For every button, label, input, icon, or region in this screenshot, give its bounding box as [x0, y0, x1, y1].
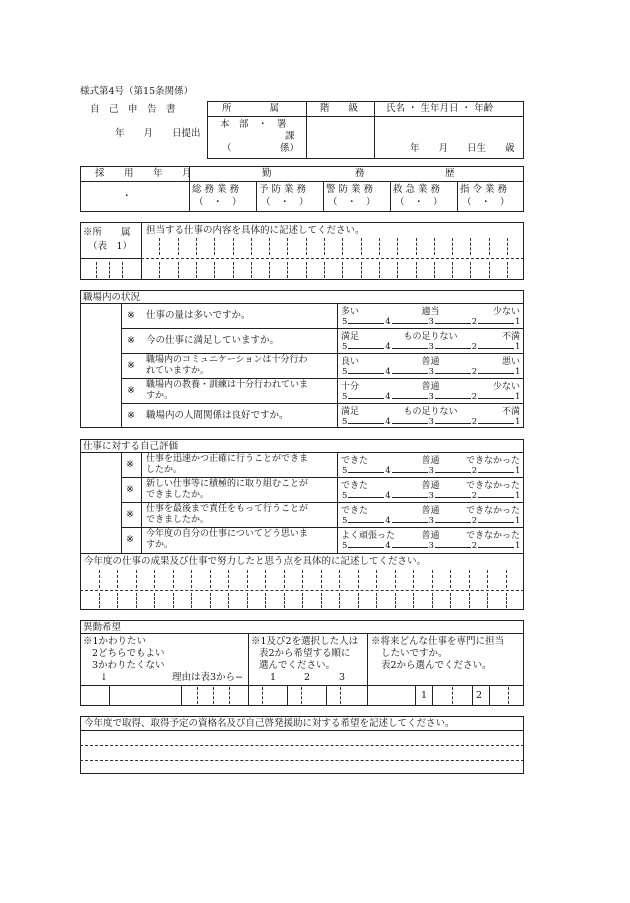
grid-divider: [395, 593, 396, 608]
affiliation-header: 所 属: [222, 103, 280, 114]
self-eval-q1-line1: 仕事を迅速かつ正確に行うことができま: [146, 454, 309, 464]
history-title-1: 勤: [262, 168, 272, 179]
grid-divider: [306, 262, 307, 278]
scale-label: 適当: [421, 307, 440, 317]
scale-option-4[interactable]: 4: [385, 317, 391, 327]
hq-dept-label: 本 部 ・ 署: [220, 119, 287, 130]
category-general: 総 務 業 務: [192, 184, 240, 195]
rating-scale[interactable]: [339, 503, 522, 529]
grid-divider: [265, 593, 266, 608]
workplace-q2: 今の仕事に満足していますか。: [146, 335, 280, 346]
grid-divider: [506, 570, 507, 588]
duties-instruction: 担当する仕事の内容を具体的に記述してください。: [146, 225, 365, 236]
category-sub: （ ・ ）: [395, 197, 443, 208]
scale-option-4[interactable]: 4: [385, 392, 391, 402]
category-prevention: 予 防 業 務: [259, 184, 307, 195]
grid-divider: [251, 238, 252, 255]
workplace-title: 職場内の状況: [83, 292, 141, 303]
grid-divider: [361, 262, 362, 278]
grid-divider: [487, 570, 488, 588]
grid-divider: [306, 238, 307, 255]
grid-divider: [452, 238, 453, 255]
self-eval-q4-line1: 今年度の自分の仕事についてどう思いま: [146, 529, 308, 539]
scale-label: できなかった: [465, 506, 520, 516]
transfer-option-3: 3かわりたくない: [92, 660, 165, 671]
grid-divider: [506, 593, 507, 608]
grid-divider: [469, 593, 470, 608]
scale-label: よく頑張った: [341, 531, 396, 541]
achievement-instruction: 今年度の仕事の成果及び仕事で努力したと思う点を具体的に記述してください。: [84, 556, 427, 567]
workplace-mark: ※: [127, 310, 135, 321]
transfer-choice-2: 2: [304, 672, 311, 683]
history-title-3: 歴: [445, 168, 455, 179]
scale-option-3[interactable]: 3: [428, 392, 434, 402]
category-sub: （ ・ ）: [462, 197, 510, 208]
form-number: 様式第4号（第15条関係）: [80, 86, 194, 97]
scale-option-2[interactable]: 2: [471, 342, 478, 352]
rating-scale[interactable]: [339, 453, 522, 479]
scale-label: 普通: [421, 506, 440, 516]
grid-divider: [265, 570, 266, 588]
scale-label: 普通: [421, 531, 440, 541]
grid-divider: [117, 570, 118, 588]
grid-divider: [214, 262, 215, 278]
hire-date-dot: ・: [122, 191, 132, 202]
transfer-reason: 理由は表3から−: [172, 672, 244, 683]
self-eval-q3-line2: できましたか。: [146, 515, 210, 525]
rating-scale[interactable]: [339, 354, 522, 380]
scale-option-5[interactable]: 5: [342, 417, 348, 427]
scale-option-2[interactable]: 2: [471, 516, 478, 526]
category-firefighting: 警 防 業 務: [326, 184, 374, 195]
grid-divider: [196, 262, 197, 278]
grid-divider: [178, 262, 179, 278]
grid-divider: [117, 593, 118, 608]
grid-divider: [178, 238, 179, 255]
future-choice-2: 2: [476, 690, 483, 701]
grid-divider: [302, 570, 303, 588]
grid-divider: [228, 570, 229, 588]
scale-option-2[interactable]: 2: [471, 417, 478, 427]
grid-divider: [339, 593, 340, 608]
grid-divider: [136, 593, 137, 608]
workplace-mark: ※: [127, 360, 135, 371]
grid-divider: [269, 262, 270, 278]
future-line3: 表2から選んでください。: [381, 660, 492, 671]
scale-option-3[interactable]: 3: [428, 491, 434, 501]
grid-divider: [339, 570, 340, 588]
scale-label: もの足りない: [403, 332, 458, 342]
grid-divider: [287, 262, 288, 278]
workplace-mark: ※: [127, 385, 135, 396]
self-eval-mark: ※: [126, 459, 134, 470]
grid-divider: [284, 570, 285, 588]
grid-divider: [269, 238, 270, 255]
grid-divider: [507, 262, 508, 278]
duties-affiliation-label: ※所 属: [83, 227, 131, 238]
history-title-2: 務: [355, 168, 365, 179]
rating-scale[interactable]: [339, 379, 522, 405]
grid-divider: [358, 570, 359, 588]
unit-label: 係）: [280, 143, 300, 154]
scale-option-2[interactable]: 2: [471, 367, 478, 377]
scale-option-1[interactable]: 1: [515, 466, 521, 476]
scale-label: 不満: [501, 332, 520, 342]
grid-divider: [413, 570, 414, 588]
workplace-q1: 仕事の量は多いですか。: [146, 310, 251, 321]
transfer-choice-3: 3: [339, 672, 346, 683]
scale-option-2[interactable]: 2: [471, 317, 478, 327]
grid-divider: [397, 262, 398, 278]
grid-divider: [324, 262, 325, 278]
grid-divider: [413, 593, 414, 608]
workplace-q5: 職場内の人間関係は良好ですか。: [146, 410, 289, 421]
scale-label: 十分: [341, 382, 360, 392]
scale-option-3[interactable]: 3: [428, 516, 434, 526]
self-eval-q1-line2: したか。: [146, 465, 183, 475]
scale-option-4[interactable]: 4: [385, 516, 391, 526]
grid-divider: [432, 593, 433, 608]
scale-option-5[interactable]: 5: [342, 367, 348, 377]
category-sub: （ ・ ）: [328, 197, 376, 208]
grid-divider: [233, 262, 234, 278]
grid-divider: [452, 262, 453, 278]
scale-option-5[interactable]: 5: [342, 516, 348, 526]
duties-table-ref: （表 1）: [88, 241, 133, 252]
self-eval-mark: ※: [126, 484, 134, 495]
scale-label: できなかった: [465, 456, 520, 466]
grid-divider: [287, 238, 288, 255]
scale-label: できなかった: [465, 531, 520, 541]
grid-divider: [247, 570, 248, 588]
scale-option-1[interactable]: 1: [515, 317, 521, 327]
rating-scale[interactable]: [339, 528, 522, 554]
grid-divider: [416, 238, 417, 255]
form-title: 自 己 申 告 書: [90, 104, 176, 115]
grid-divider: [99, 593, 100, 608]
grid-divider: [196, 238, 197, 255]
grid-divider: [469, 570, 470, 588]
grid-divider: [302, 593, 303, 608]
scale-label: 少ない: [492, 307, 520, 317]
category-sub: （ ・ ）: [261, 197, 309, 208]
category-sub: （ ・ ）: [194, 197, 242, 208]
self-eval-q4-line2: すか。: [146, 540, 174, 550]
workplace-q4-line1: 職場内の教養・訓練は十分行われていま: [146, 380, 309, 390]
workplace-mark: ※: [127, 410, 135, 421]
rating-scale[interactable]: [339, 329, 522, 355]
scale-label: 普通: [421, 481, 440, 491]
scale-option-5[interactable]: 5: [342, 317, 348, 327]
grid-divider: [324, 238, 325, 255]
grid-divider: [159, 262, 160, 278]
grid-divider: [397, 238, 398, 255]
grid-divider: [191, 593, 192, 608]
grid-divider: [434, 262, 435, 278]
transfer-option-1: ※1かわりたい: [83, 636, 147, 647]
grid-divider: [159, 238, 160, 255]
self-eval-title: 仕事に対する自己評価: [83, 441, 179, 452]
self-eval-mark: ※: [126, 534, 134, 545]
grid-divider: [321, 593, 322, 608]
scale-option-3[interactable]: 3: [428, 541, 434, 551]
self-eval-mark: ※: [126, 509, 134, 520]
scale-option-5[interactable]: 5: [342, 342, 348, 352]
scale-option-1[interactable]: 1: [515, 367, 521, 377]
scale-option-4[interactable]: 4: [385, 541, 391, 551]
scale-label: 少ない: [492, 382, 520, 392]
grid-divider: [99, 570, 100, 588]
grid-divider: [376, 570, 377, 588]
transfer-title: 異動希望: [83, 622, 122, 633]
transfer-mid-line2: 表2から希望する順に: [259, 648, 351, 659]
category-dispatch: 指 令 業 務: [460, 184, 508, 195]
scale-option-2[interactable]: 2: [471, 541, 478, 551]
self-eval-q2-line2: できましたか。: [146, 490, 210, 500]
self-eval-q2-line1: 新しい仕事等に積極的に取り組むことが: [146, 479, 309, 489]
grid-divider: [487, 593, 488, 608]
scale-label: もの足りない: [403, 407, 458, 417]
grid-divider: [210, 593, 211, 608]
qualification-instruction: 今年度で取得、取得予定の資格名及び自己啓発援助に対する希望を記述してください。: [84, 718, 455, 729]
scale-option-1[interactable]: 1: [515, 417, 521, 427]
scale-label: 悪い: [501, 357, 520, 367]
grid-divider: [395, 570, 396, 588]
self-eval-q3-line1: 仕事を最後まで責任をもって行うことが: [146, 504, 309, 514]
grid-divider: [191, 570, 192, 588]
rating-scale[interactable]: [339, 404, 522, 430]
birth-date-label[interactable]: 年 月 日生 歳: [410, 143, 515, 154]
grid-divider: [173, 593, 174, 608]
workplace-q3-line1: 職場内のコミュニケーションは十分行わ: [146, 355, 308, 365]
scale-label: できた: [341, 506, 369, 516]
name-dob-age-header: 氏名 ・ 生年月日 ・ 年齢: [386, 103, 494, 114]
scale-option-2[interactable]: 2: [471, 491, 478, 501]
scale-option-3[interactable]: 3: [428, 342, 434, 352]
future-choice-1: 1: [421, 690, 428, 701]
category-ems: 救 急 業 務: [393, 184, 441, 195]
grid-divider: [416, 262, 417, 278]
transfer-mid-line1: ※1及び2を選択した人は: [251, 636, 359, 647]
grid-divider: [470, 262, 471, 278]
grid-divider: [228, 593, 229, 608]
scale-option-1[interactable]: 1: [515, 516, 521, 526]
grid-divider: [342, 238, 343, 255]
scale-option-3[interactable]: 3: [428, 367, 434, 377]
grid-divider: [376, 593, 377, 608]
grid-divider: [361, 238, 362, 255]
grid-divider: [284, 593, 285, 608]
rating-scale[interactable]: [339, 304, 522, 330]
transfer-option-2: 2どちらでもよい: [92, 648, 165, 659]
scale-option-5[interactable]: 5: [342, 392, 348, 402]
grid-divider: [321, 570, 322, 588]
grid-divider: [450, 593, 451, 608]
grade-header: 階 級: [320, 103, 359, 114]
scale-label: 多い: [341, 307, 360, 317]
scale-label: 普通: [421, 382, 440, 392]
grid-divider: [136, 570, 137, 588]
scale-option-3[interactable]: 3: [428, 466, 434, 476]
grid-divider: [489, 238, 490, 255]
grid-divider: [214, 238, 215, 255]
grid-divider: [342, 262, 343, 278]
grid-divider: [489, 262, 490, 278]
scale-option-2[interactable]: 2: [471, 392, 478, 402]
scale-option-5[interactable]: 5: [342, 541, 348, 551]
scale-option-1[interactable]: 1: [515, 342, 521, 352]
scale-label: できた: [341, 481, 369, 491]
scale-option-4[interactable]: 4: [385, 466, 391, 476]
future-line1: ※将来どんな仕事を専門に担当: [371, 636, 505, 647]
future-line2: したいですか。: [381, 648, 448, 659]
scale-option-5[interactable]: 5: [342, 491, 348, 501]
scale-option-4[interactable]: 4: [385, 491, 391, 501]
scale-option-2[interactable]: 2: [471, 466, 478, 476]
scale-label: できた: [341, 456, 369, 466]
workplace-q4-line2: すか。: [146, 391, 174, 401]
scale-option-5[interactable]: 5: [342, 466, 348, 476]
scale-option-4[interactable]: 4: [385, 367, 391, 377]
section-label: 課: [285, 131, 295, 142]
scale-label: 満足: [341, 332, 360, 342]
scale-option-3[interactable]: 3: [428, 417, 434, 427]
scale-option-3[interactable]: 3: [428, 317, 434, 327]
grid-divider: [154, 570, 155, 588]
scale-option-1[interactable]: 1: [515, 491, 521, 501]
scale-option-1[interactable]: 1: [515, 541, 521, 551]
scale-label: できなかった: [465, 481, 520, 491]
grid-divider: [358, 593, 359, 608]
scale-label: 不満: [501, 407, 520, 417]
submission-date[interactable]: 年 月 日提出: [115, 128, 201, 139]
grid-divider: [154, 593, 155, 608]
grid-divider: [507, 238, 508, 255]
grid-divider: [434, 238, 435, 255]
scale-option-1[interactable]: 1: [515, 392, 521, 402]
rating-scale[interactable]: [339, 478, 522, 504]
grid-divider: [379, 238, 380, 255]
grid-divider: [233, 238, 234, 255]
transfer-choice-1: 1: [270, 672, 277, 683]
scale-option-4[interactable]: 4: [385, 342, 391, 352]
scale-label: 満足: [341, 407, 360, 417]
grid-divider: [450, 570, 451, 588]
transfer-mid-line3: 選んでください。: [259, 660, 336, 671]
grid-divider: [247, 593, 248, 608]
grid-divider: [173, 570, 174, 588]
hire-date-header: 採 用 年 月: [95, 168, 197, 179]
grid-divider: [379, 262, 380, 278]
paren-open: （: [222, 143, 232, 154]
grid-divider: [251, 262, 252, 278]
workplace-q3-line2: れていますか。: [146, 366, 210, 376]
arrow-down-icon: ↓: [100, 672, 108, 683]
scale-label: 普通: [421, 357, 440, 367]
grid-divider: [470, 238, 471, 255]
grid-divider: [432, 570, 433, 588]
workplace-mark: ※: [127, 335, 135, 346]
scale-option-4[interactable]: 4: [385, 417, 391, 427]
scale-label: 良い: [341, 357, 360, 367]
scale-label: 普通: [421, 456, 440, 466]
grid-divider: [210, 570, 211, 588]
